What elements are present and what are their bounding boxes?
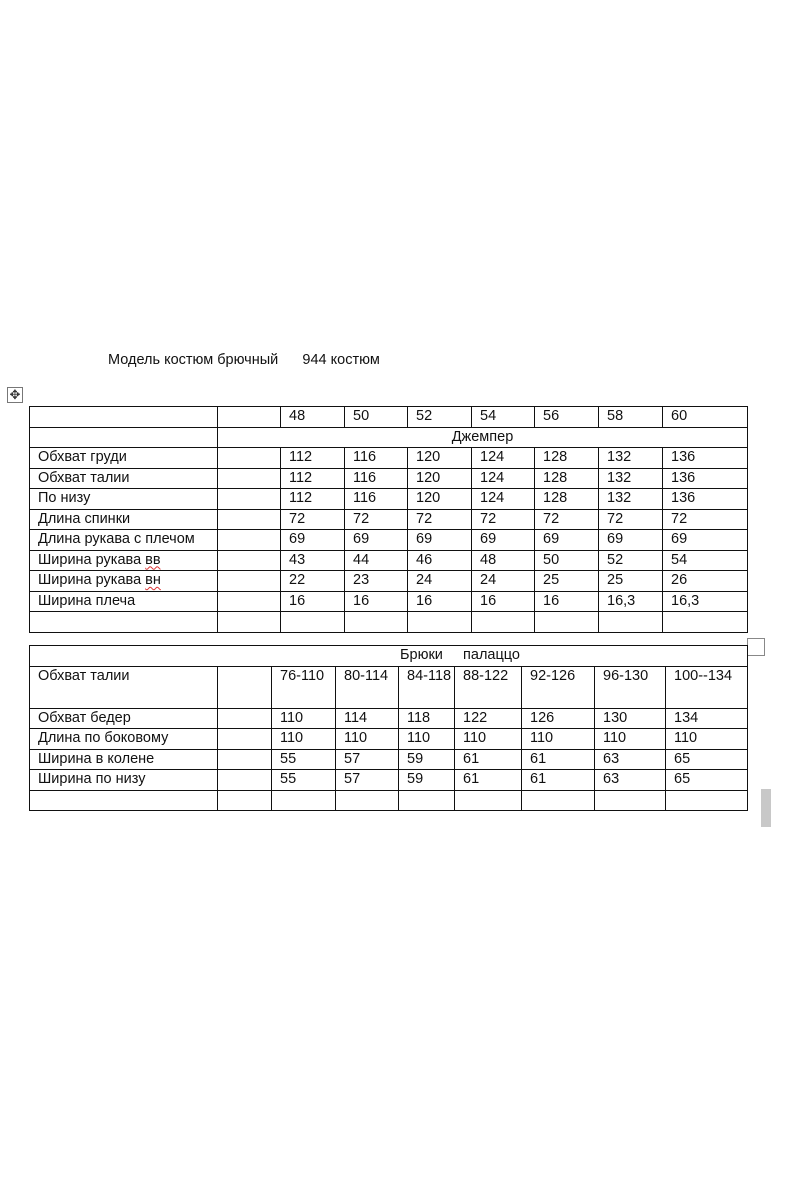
value-cell: 63: [595, 770, 666, 791]
empty-cell: [599, 612, 663, 633]
value-cell: 136: [663, 448, 748, 469]
value-cell: 130: [595, 708, 666, 729]
value-cell: 80-114: [336, 666, 399, 708]
empty-row: [30, 790, 748, 811]
value-cell: 128: [535, 448, 599, 469]
size-cell: 54: [472, 407, 535, 428]
value-cell: 84-118: [399, 666, 455, 708]
value-cell: 118: [399, 708, 455, 729]
empty-cell: [218, 770, 272, 791]
size-cell: 50: [345, 407, 408, 428]
value-cell: 128: [535, 489, 599, 510]
empty-cell: [535, 612, 599, 633]
value-cell: 16,3: [599, 591, 663, 612]
table-row: [30, 509, 748, 530]
row-label: Длина по боковому: [30, 729, 218, 750]
empty-cell: [336, 790, 399, 811]
value-cell: 54: [663, 550, 748, 571]
value-cell: 116: [345, 468, 408, 489]
value-cell: 57: [336, 749, 399, 770]
value-cell: 26: [663, 571, 748, 592]
move-arrows-icon[interactable]: ✥: [7, 387, 23, 403]
empty-cell: [30, 407, 218, 428]
empty-cell: [345, 612, 408, 633]
value-cell: 126: [522, 708, 595, 729]
value-cell: 110: [336, 729, 399, 750]
value-cell: 72: [663, 509, 748, 530]
empty-cell: [455, 790, 522, 811]
value-cell: 69: [281, 530, 345, 551]
value-cell: 61: [522, 749, 595, 770]
value-cell: 88-122: [455, 666, 522, 708]
pants-section-label: Брюки палаццо: [30, 646, 748, 667]
value-cell: 110: [272, 708, 336, 729]
table-row: [30, 729, 748, 750]
value-cell: 132: [599, 468, 663, 489]
value-cell: 55: [272, 749, 336, 770]
value-cell: 112: [281, 468, 345, 489]
row-label: Обхват груди: [30, 448, 218, 469]
empty-cell: [218, 571, 281, 592]
value-cell: 132: [599, 489, 663, 510]
value-cell: 110: [522, 729, 595, 750]
value-cell: 72: [599, 509, 663, 530]
value-cell: 65: [666, 749, 748, 770]
empty-cell: [218, 407, 281, 428]
empty-row: [30, 612, 748, 633]
table-row: [30, 749, 748, 770]
value-cell: 114: [336, 708, 399, 729]
value-cell: 46: [408, 550, 472, 571]
size-header-row: [30, 407, 748, 428]
empty-cell: [218, 489, 281, 510]
value-cell: 24: [472, 571, 535, 592]
table-row: [30, 591, 748, 612]
size-cell: 48: [281, 407, 345, 428]
value-cell: 124: [472, 468, 535, 489]
row-label: По низу: [30, 489, 218, 510]
value-cell: 72: [535, 509, 599, 530]
value-cell: 61: [522, 770, 595, 791]
value-cell: 59: [399, 749, 455, 770]
jumper-size-table: [29, 406, 748, 633]
table-row: [30, 448, 748, 469]
value-cell: 110: [272, 729, 336, 750]
value-cell: 92-126: [522, 666, 595, 708]
document-title: Модель костюм брючный 944 костюм: [108, 352, 380, 368]
section-row: [30, 427, 748, 448]
empty-cell: [218, 749, 272, 770]
value-cell: 23: [345, 571, 408, 592]
value-cell: 112: [281, 448, 345, 469]
empty-cell: [218, 708, 272, 729]
row-label: Длина спинки: [30, 509, 218, 530]
value-cell: 110: [399, 729, 455, 750]
size-cell: 58: [599, 407, 663, 428]
empty-cell: [218, 612, 281, 633]
empty-cell: [595, 790, 666, 811]
row-label: Длина рукава с плечом: [30, 530, 218, 551]
row-label: Обхват талии: [30, 468, 218, 489]
value-cell: 44: [345, 550, 408, 571]
empty-cell: [218, 550, 281, 571]
empty-cell: [218, 509, 281, 530]
value-cell: 69: [345, 530, 408, 551]
value-cell: 72: [408, 509, 472, 530]
value-cell: 72: [472, 509, 535, 530]
empty-cell: [218, 666, 272, 708]
value-cell: 110: [595, 729, 666, 750]
value-cell: 136: [663, 468, 748, 489]
value-cell: 57: [336, 770, 399, 791]
value-cell: 72: [345, 509, 408, 530]
end-of-cell-marker-icon: [747, 638, 765, 656]
table-row: [30, 708, 748, 729]
empty-cell: [30, 612, 218, 633]
value-cell: 120: [408, 489, 472, 510]
spellcheck-word[interactable]: вн: [145, 572, 161, 588]
row-label-text: Ширина рукава: [38, 551, 142, 568]
row-label: Обхват бедер: [30, 708, 218, 729]
value-cell: 48: [472, 550, 535, 571]
value-cell: 96-130: [595, 666, 666, 708]
table-row: [30, 770, 748, 791]
value-cell: 50: [535, 550, 599, 571]
value-cell: 69: [663, 530, 748, 551]
value-cell: 76-110: [272, 666, 336, 708]
value-cell: 132: [599, 448, 663, 469]
value-cell: 120: [408, 448, 472, 469]
value-cell: 43: [281, 550, 345, 571]
empty-cell: [281, 612, 345, 633]
section-row: [30, 646, 748, 667]
empty-cell: [218, 448, 281, 469]
row-label: [30, 550, 218, 571]
empty-cell: [30, 790, 218, 811]
empty-cell: [522, 790, 595, 811]
value-cell: 136: [663, 489, 748, 510]
value-cell: 72: [281, 509, 345, 530]
empty-cell: [218, 530, 281, 551]
value-cell: 128: [535, 468, 599, 489]
value-cell: 16,3: [663, 591, 748, 612]
value-cell: 22: [281, 571, 345, 592]
row-label: Ширина плеча: [30, 591, 218, 612]
table-row: [30, 530, 748, 551]
table-row: [30, 489, 748, 510]
value-cell: 69: [408, 530, 472, 551]
row-label: Обхват талии: [30, 666, 218, 708]
value-cell: 52: [599, 550, 663, 571]
value-cell: 16: [472, 591, 535, 612]
value-cell: 69: [599, 530, 663, 551]
empty-cell: [30, 427, 218, 448]
value-cell: 120: [408, 468, 472, 489]
table-row: [30, 550, 748, 571]
empty-cell: [218, 790, 272, 811]
value-cell: 63: [595, 749, 666, 770]
table-row: [30, 468, 748, 489]
value-cell: 69: [535, 530, 599, 551]
value-cell: 122: [455, 708, 522, 729]
size-cell: 60: [663, 407, 748, 428]
value-cell: 134: [666, 708, 748, 729]
value-cell: 61: [455, 770, 522, 791]
value-cell: 124: [472, 489, 535, 510]
jumper-section-label: Джемпер: [218, 427, 748, 448]
value-cell: 16: [408, 591, 472, 612]
value-cell: 25: [599, 571, 663, 592]
value-cell: 25: [535, 571, 599, 592]
value-cell: 100--134: [666, 666, 748, 708]
pants-size-table: [29, 645, 748, 811]
empty-cell: [399, 790, 455, 811]
empty-cell: [218, 729, 272, 750]
spellcheck-word[interactable]: вв: [145, 551, 161, 568]
table-row: [30, 666, 748, 708]
value-cell: 69: [472, 530, 535, 551]
value-cell: 116: [345, 489, 408, 510]
empty-cell: [218, 468, 281, 489]
value-cell: 110: [455, 729, 522, 750]
value-cell: 24: [408, 571, 472, 592]
value-cell: 110: [666, 729, 748, 750]
empty-cell: [272, 790, 336, 811]
size-cell: 52: [408, 407, 472, 428]
empty-cell: [218, 591, 281, 612]
value-cell: 16: [281, 591, 345, 612]
empty-cell: [472, 612, 535, 633]
size-cell: 56: [535, 407, 599, 428]
value-cell: 65: [666, 770, 748, 791]
empty-cell: [663, 612, 748, 633]
value-cell: 16: [345, 591, 408, 612]
row-label: Ширина в колене: [30, 749, 218, 770]
value-cell: 59: [399, 770, 455, 791]
value-cell: 116: [345, 448, 408, 469]
row-label-text: Ширина рукава: [38, 572, 142, 588]
value-cell: 16: [535, 591, 599, 612]
value-cell: 61: [455, 749, 522, 770]
row-label: Ширина по низу: [30, 770, 218, 791]
row-label: [30, 571, 218, 592]
empty-cell: [666, 790, 748, 811]
value-cell: 55: [272, 770, 336, 791]
value-cell: 124: [472, 448, 535, 469]
empty-cell: [408, 612, 472, 633]
value-cell: 112: [281, 489, 345, 510]
table-row: [30, 571, 748, 592]
scrollbar-thumb[interactable]: [761, 789, 771, 827]
